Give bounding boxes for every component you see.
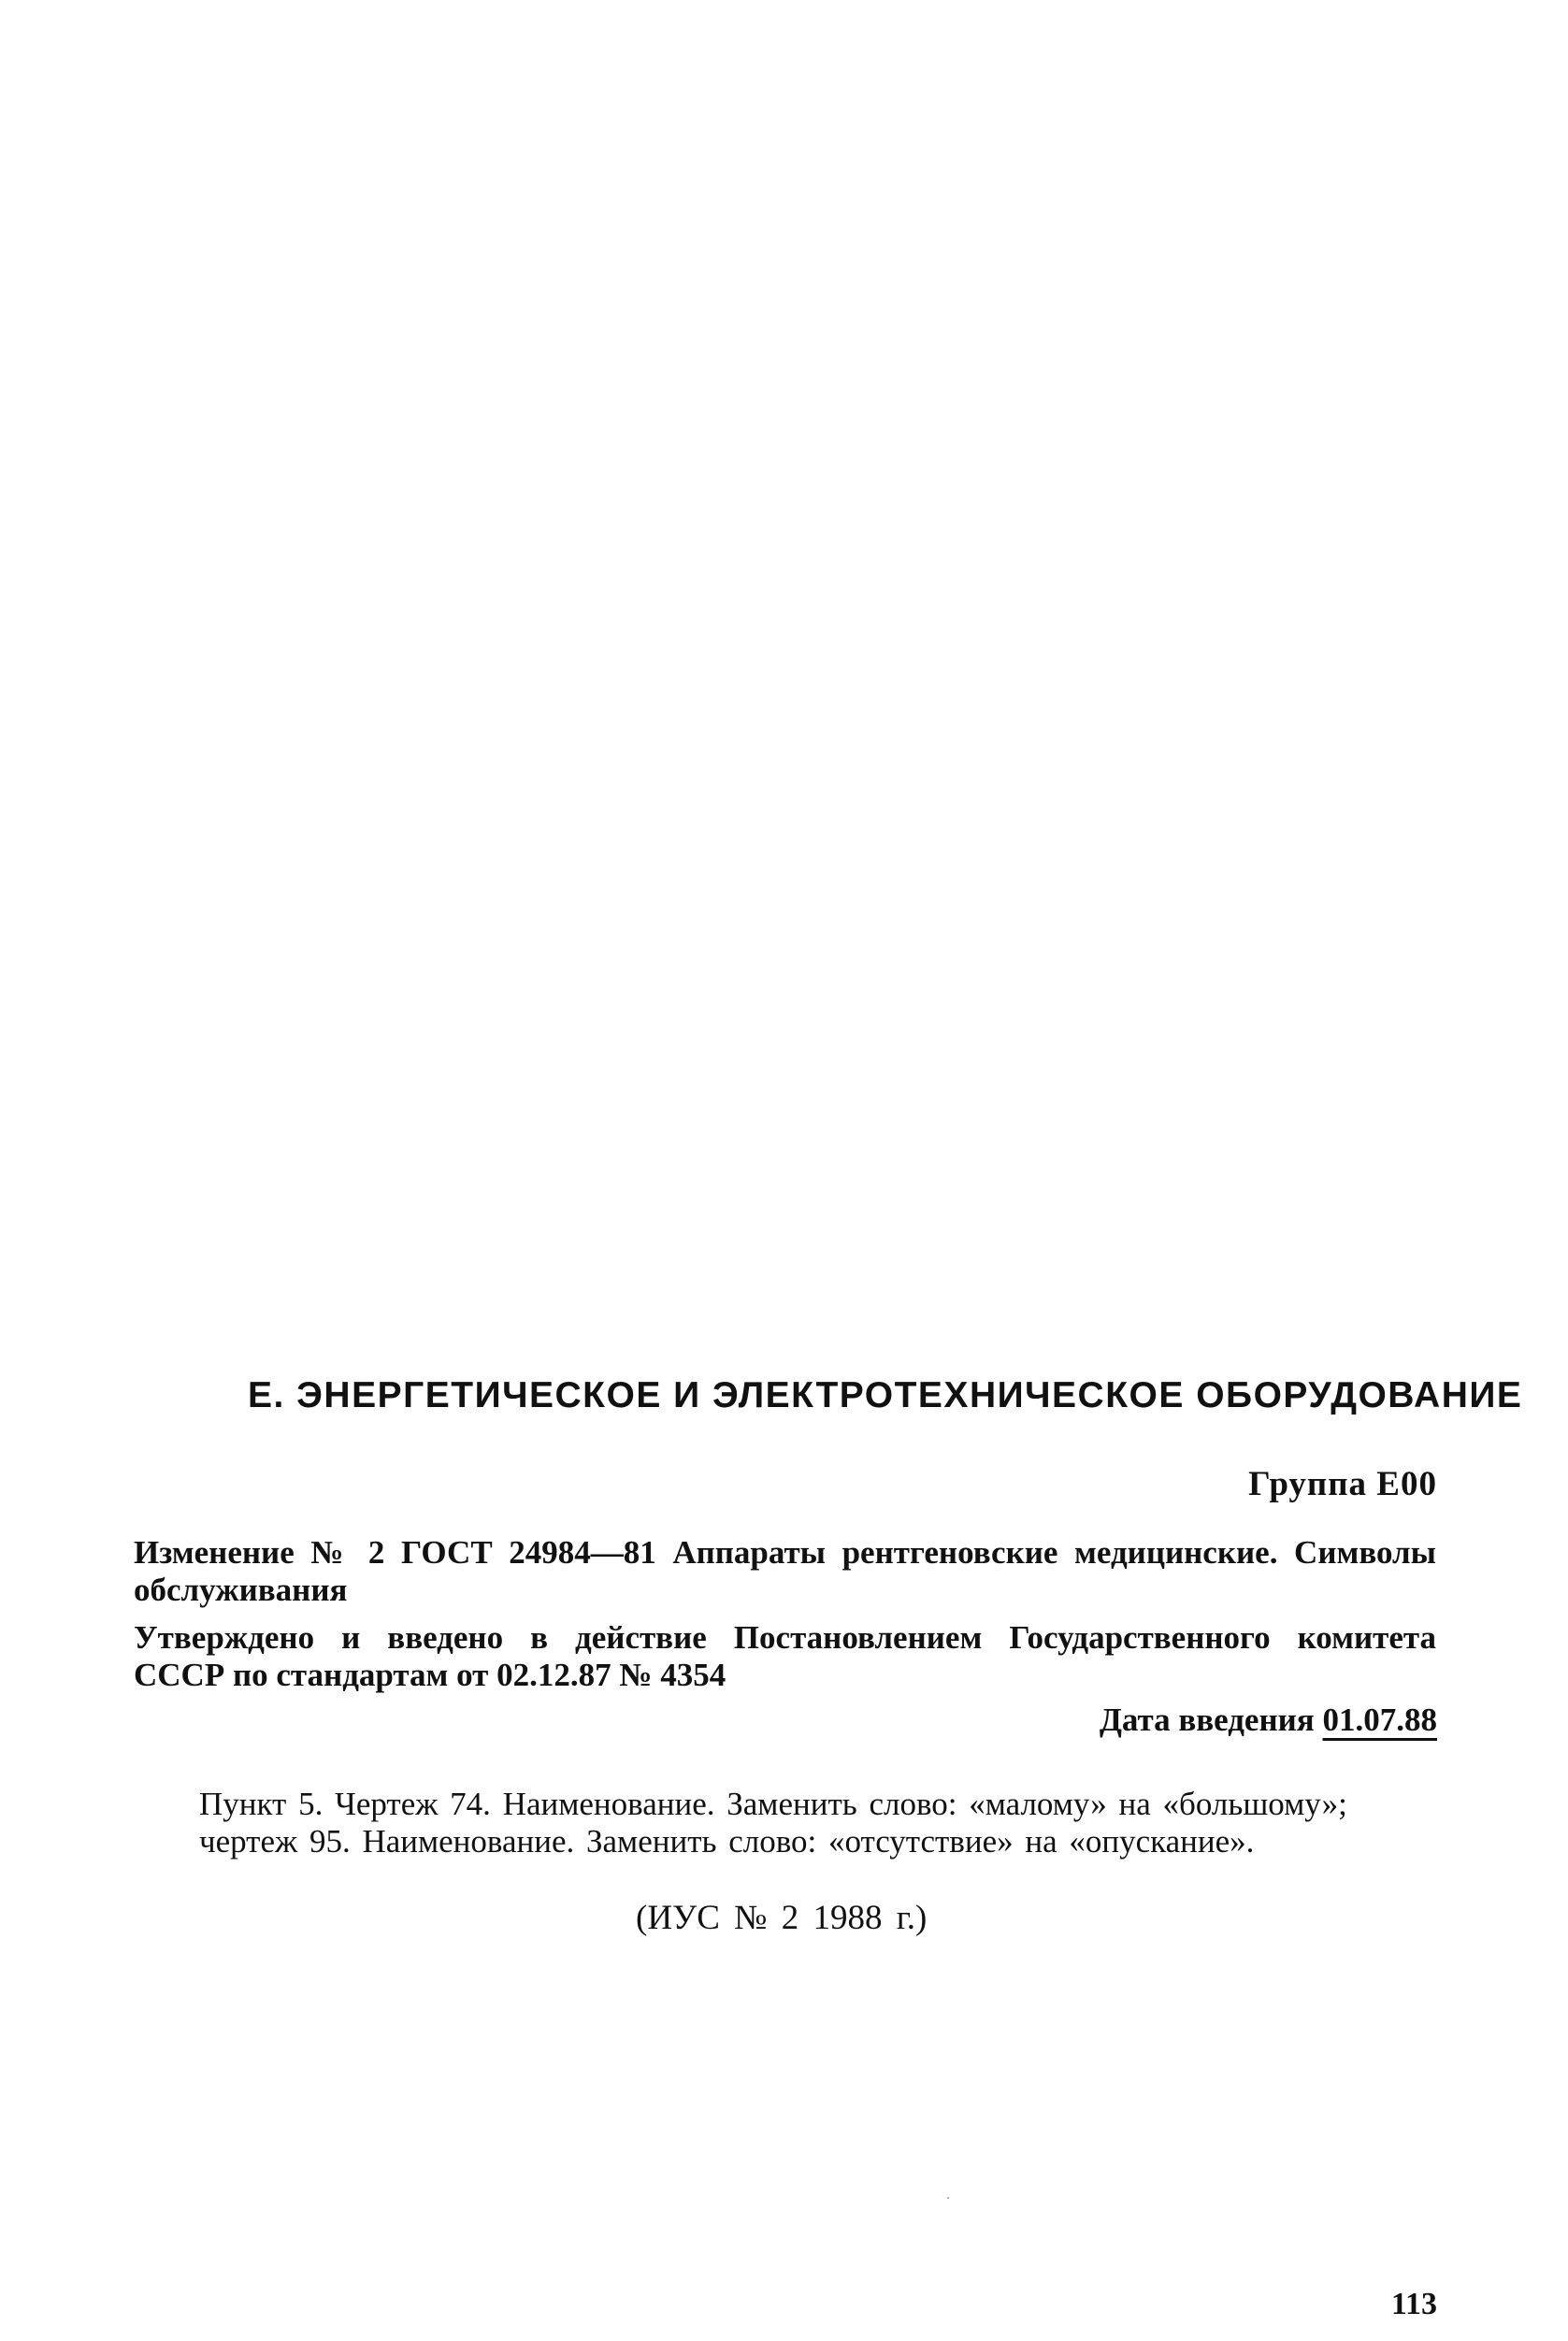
- section-heading: Е. ЭНЕРГЕТИЧЕСКОЕ И ЭЛЕКТРОТЕХНИЧЕСКОЕ ОБОРУДОВАНИЕ: [248, 1375, 1523, 1415]
- approval-statement: [134, 1619, 1436, 1694]
- approval-line-1: Утверждено и введено в действие Постановлением Государственного комитета: [134, 1619, 1436, 1656]
- amendment-paragraph-2: чертеж 95. Наименование. Заменить слово: «отсутствие» на «опускание».: [199, 1823, 1255, 1860]
- introduction-date: [1100, 1700, 1437, 1741]
- page-number: 113: [1390, 2287, 1437, 2321]
- introduction-date-value: 01.07.88: [1322, 1702, 1437, 1738]
- change-title: Изменение № 2 ГОСТ 24984—81 Аппараты рентгеновские медицинские. Символы обслуживания: [134, 1534, 1436, 1608]
- approval-line-2: СССР по стандартам от 02.12.87 № 4354: [134, 1657, 726, 1693]
- scan-speck: [947, 2197, 949, 2199]
- amendment-text: [134, 1786, 1436, 1860]
- group-code: Группа Е00: [1248, 1465, 1437, 1503]
- introduction-date-label: Дата введения: [1099, 1702, 1315, 1738]
- source-reference: (ИУС № 2 1988 г.): [636, 1899, 928, 1937]
- amendment-paragraph-1: Пункт 5. Чертеж 74. Наименование. Заменить слово: «малому» на «большому»;: [199, 1786, 1347, 1822]
